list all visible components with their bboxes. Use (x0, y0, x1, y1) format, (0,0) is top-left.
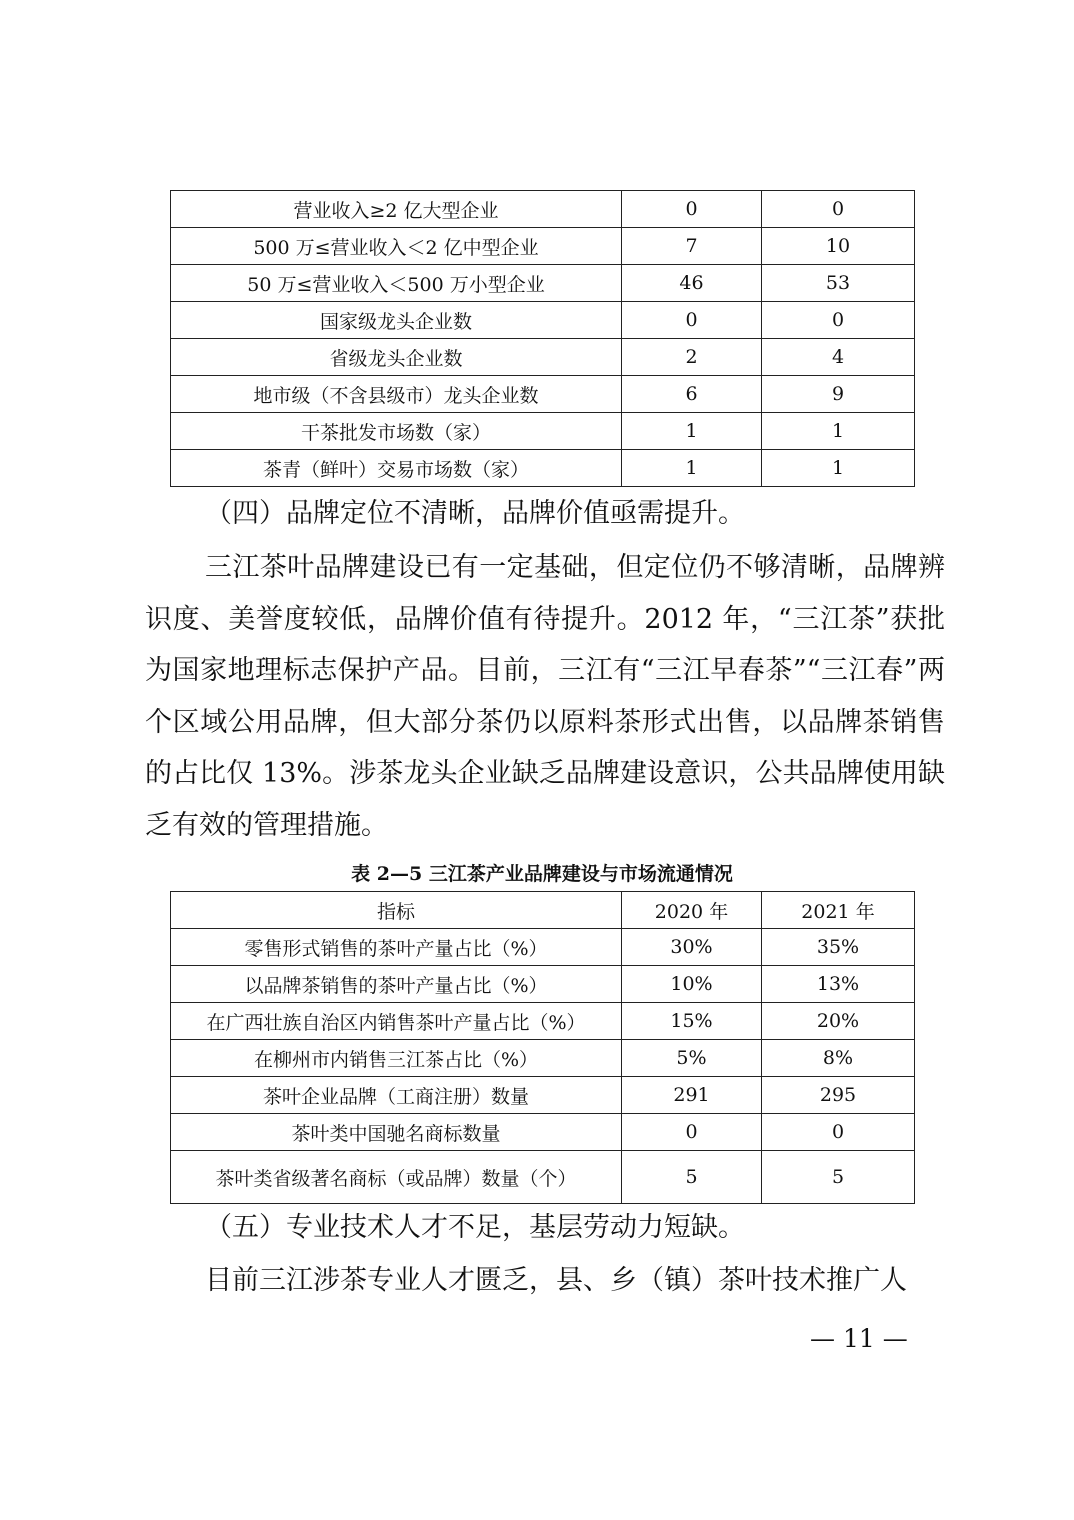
row-label: 500 万≤营业收入＜2 亿中型企业 (171, 228, 622, 265)
table-row (171, 929, 915, 966)
value-2021: 8% (762, 1040, 915, 1077)
table-header-row (171, 892, 915, 929)
value-2021: 0 (762, 191, 915, 228)
value-2020: 30% (622, 929, 762, 966)
row-label: 营业收入≥2 亿大型企业 (171, 191, 622, 228)
value-2020: 10% (622, 966, 762, 1003)
value-2021: 295 (762, 1077, 915, 1114)
header-indicator: 指标 (171, 892, 622, 929)
value-2020: 5 (622, 1151, 762, 1204)
value-2020: 0 (622, 191, 762, 228)
table-caption: 表 2—5 三江茶产业品牌建设与市场流通情况 (351, 863, 733, 885)
table-row (171, 966, 915, 1003)
table-row (171, 339, 915, 376)
value-2021: 1 (762, 413, 915, 450)
row-label: 茶叶类省级著名商标（或品牌）数量（个） (171, 1151, 622, 1204)
table-row (171, 1077, 915, 1114)
value-2021: 53 (762, 265, 915, 302)
value-2021: 10 (762, 228, 915, 265)
page-number: — 11 — (810, 1324, 908, 1353)
row-label: 以品牌茶销售的茶叶产量占比（%） (171, 966, 622, 1003)
value-2020: 6 (622, 376, 762, 413)
value-2021: 4 (762, 339, 915, 376)
value-2021: 9 (762, 376, 915, 413)
value-2020: 2 (622, 339, 762, 376)
row-label: 50 万≤营业收入＜500 万小型企业 (171, 265, 622, 302)
row-label: 国家级龙头企业数 (171, 302, 622, 339)
row-label: 茶叶类中国驰名商标数量 (171, 1114, 622, 1151)
table-row (171, 265, 915, 302)
enterprise-stats-table (170, 190, 915, 487)
brand-market-table (170, 891, 915, 1204)
row-label: 零售形式销售的茶叶产量占比（%） (171, 929, 622, 966)
row-label: 地市级（不含县级市）龙头企业数 (171, 376, 622, 413)
value-2020: 15% (622, 1003, 762, 1040)
table-row (171, 302, 915, 339)
value-2020: 0 (622, 1114, 762, 1151)
header-2021: 2021 年 (762, 892, 915, 929)
value-2021: 13% (762, 966, 915, 1003)
table-row (171, 376, 915, 413)
table-row (171, 228, 915, 265)
section-5-paragraph: 目前三江涉茶专业人才匮乏，县、乡（镇）茶叶技术推广人 (205, 1265, 907, 1296)
value-2020: 1 (622, 413, 762, 450)
row-label: 在柳州市内销售三江茶占比（%） (171, 1040, 622, 1077)
value-2020: 291 (622, 1077, 762, 1114)
table-row (171, 413, 915, 450)
value-2021: 5 (762, 1151, 915, 1204)
table-row (171, 1040, 915, 1077)
value-2021: 1 (762, 450, 915, 487)
row-label: 茶叶企业品牌（工商注册）数量 (171, 1077, 622, 1114)
section-4-paragraph: 三江茶叶品牌建设已有一定基础，但定位仍不够清晰，品牌辨识度、美誉度较低，品牌价值有待提升。2012 年，“三江茶”获批为国家地理标志保护产品。目前，三江有“三江早春茶”“三江春”两个区域公用品牌，但大部分茶仍以原料茶形式出售，以品牌茶销售的占比仅 13%。涉茶龙头企业缺乏品牌建设意识，公共品牌使用缺乏有效的管理措施。 (145, 552, 945, 841)
value-2021: 0 (762, 302, 915, 339)
section-4-heading: （四）品牌定位不清晰，品牌价值亟需提升。 (205, 498, 745, 529)
table-row (171, 450, 915, 487)
value-2020: 0 (622, 302, 762, 339)
section-5-heading: （五）专业技术人才不足，基层劳动力短缺。 (205, 1212, 745, 1243)
header-2020: 2020 年 (622, 892, 762, 929)
value-2021: 35% (762, 929, 915, 966)
row-label: 茶青（鲜叶）交易市场数（家） (171, 450, 622, 487)
value-2020: 7 (622, 228, 762, 265)
row-label: 在广西壮族自治区内销售茶叶产量占比（%） (171, 1003, 622, 1040)
value-2021: 0 (762, 1114, 915, 1151)
value-2020: 1 (622, 450, 762, 487)
table-row (171, 1003, 915, 1040)
value-2020: 5% (622, 1040, 762, 1077)
table-row (171, 1114, 915, 1151)
table-row (171, 1151, 915, 1204)
row-label: 干茶批发市场数（家） (171, 413, 622, 450)
value-2021: 20% (762, 1003, 915, 1040)
table-row (171, 191, 915, 228)
value-2020: 46 (622, 265, 762, 302)
row-label: 省级龙头企业数 (171, 339, 622, 376)
